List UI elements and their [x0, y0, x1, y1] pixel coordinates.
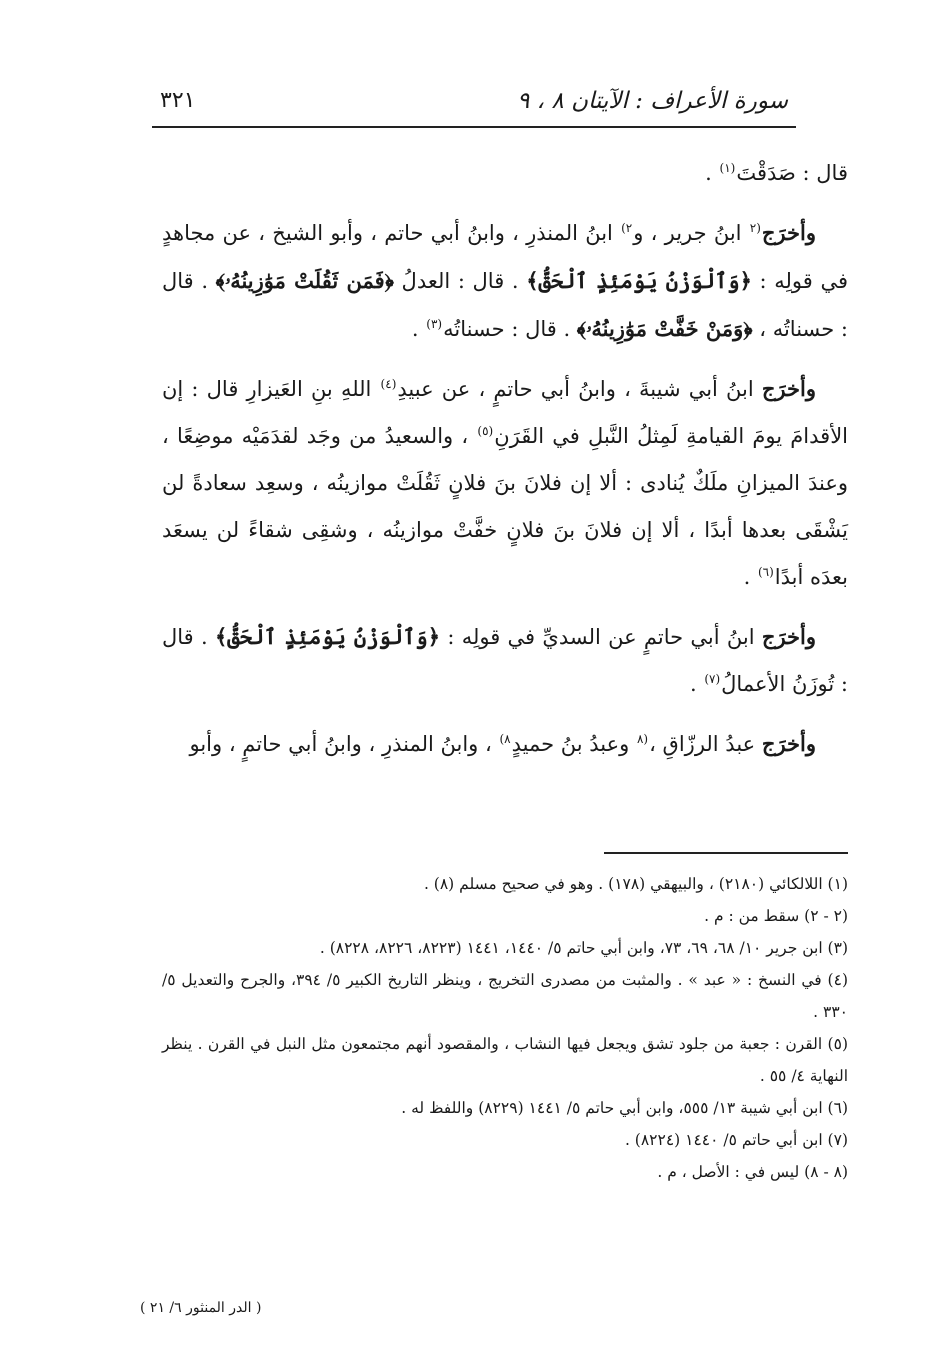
p2-s3: ابنُ المنذرِ ، وابنُ أبي حاتم ، وأبو الشيخ ، عن مجاهدٍ في قولِه : — [162, 221, 848, 293]
p5-s2: عبدُ الرزّاقِ ، — [649, 732, 762, 756]
footnote-6: (٦) ابن أبي شيبة ١٣/ ٥٥٥، وابن أبي حاتم ٥/ ١٤٤١ (٨٢٢٩) واللفظ له . — [401, 1099, 848, 1117]
paragraph-4 — [162, 613, 848, 708]
footnote-7: (٧) ابن أبي حاتم ٥/ ١٤٤٠ (٨٢٢٤) . — [624, 1131, 848, 1149]
p2-end: . — [411, 317, 426, 341]
footnote-1: (١) اللالكائي (٢١٨٠) ، والبيهقي (١٧٨) . وهو في صحيح مسلم (٨) . — [423, 875, 848, 893]
running-title: سورة الأعراف : الآيتان ٨ ، ٩ — [517, 88, 788, 114]
p3-s3: اللهِ بنِ العَيزارِ قال : إن الأقدامَ يومَ القيامةِ لَمِثلُ النَّبلِ في القَرَنِ — [162, 377, 849, 448]
footnote-8: (٨ - ٨) ليس في : الأصل ، م . — [657, 1163, 848, 1181]
p1-end: . — [705, 161, 719, 185]
p4-end: . — [689, 672, 704, 696]
p5-s4: ، وابنُ المنذرِ ، وابنُ أبي حاتمٍ ، وأبو — [189, 732, 499, 756]
p4-keyword: وأخرَج — [761, 624, 816, 649]
footnote-2: (٢ - ٢) سقط من : م . — [704, 907, 848, 925]
page-number: ٣٢١ — [160, 88, 196, 113]
footnote-3: (٣) ابن جرير ١٠/ ٦٨، ٦٩، ٧٣، وابن أبي حاتم ٥/ ١٤٤٠، ١٤٤١ (٨٢٢٣، ٨٢٢٦، ٨٢٢٨) . — [319, 939, 848, 957]
footnote-ref-2a: (٢ — [749, 221, 761, 235]
p3-s4: ، والسعيدُ من وجَد لقدَمَيْه موضِعًا ، وعندَ الميزانِ ملَكٌ يُنادى : ألا إن فلانَ بنَ فلانٍ ثَقُلَتْ موازينُه ، وسعِد سعادةً لن يَشْقَى بعدها أبدًا ، ألا إن فلانَ بنَ فلانٍ خفَّتْ موازينُه ، وشقِى شقاءً لن يسعَد بعدَه أبدًا — [162, 424, 848, 589]
p2-s2: ابنُ جرير ، و — [633, 221, 749, 245]
p4-s2: ابنُ أبي حاتمٍ عن السديِّ في قولِه : — [440, 625, 762, 649]
quran-quote-4: ﴿وَٱلْوَزْنُ يَوْمَئِذٍ ٱلْحَقُّ﴾ — [214, 624, 441, 649]
p3-s2: ابنُ أبي شيبةَ ، وابنُ أبي حاتمٍ ، عن عبيدِ — [397, 377, 762, 401]
p5-s3: وعبدُ بنُ حميدٍ — [511, 732, 636, 756]
main-text — [162, 150, 848, 780]
footnote-5: (٥) القرن : جعبة من جلود تشق ويجعل فيها النشاب ، والمقصود أنهم مجتمعون مثل النبل في القرن . ينظر النهاية ٤/ ٥٥ . — [162, 1035, 848, 1085]
paragraph-1 — [162, 150, 848, 197]
p4-s3: . قال : تُوزَنُ الأعمالُ — [162, 625, 848, 696]
p2-s6: . قال : حسناتُه — [443, 317, 577, 341]
p3-end: . — [743, 565, 757, 589]
footnote-ref-8b: ٨) — [499, 732, 511, 746]
footnote-4: (٤) في النسخ : « عبد » . والمثبت من مصدرى التخريج ، وينظر التاريخ الكبير ٥/ ٣٩٤، والجرح والتعديل ٥/ ٣٣٠ . — [162, 971, 848, 1021]
header-rule — [152, 126, 796, 128]
quran-quote-2: ﴿فَمَن ثَقُلَتْ مَوَٰزِينُهُۥ﴾ — [215, 268, 394, 293]
paragraph-5 — [162, 720, 848, 768]
footnotes — [162, 868, 848, 1188]
p5-keyword: وأخرَج — [761, 731, 816, 756]
footnote-ref-5: (٥) — [477, 424, 494, 438]
footnote-rule — [604, 852, 848, 854]
p2-keyword: وأخرَج — [761, 220, 816, 245]
footnote-ref-7: (٧) — [704, 672, 721, 686]
p3-keyword: وأخرَج — [761, 376, 816, 401]
footnote-ref-2b: ٢) — [621, 221, 633, 235]
p1-text: قال : صَدَقْتَ — [736, 161, 848, 185]
footnote-ref-8a: (٨ — [636, 732, 649, 746]
footnote-ref-6: (٦) — [757, 565, 774, 579]
page-signature: ( الدر المنثور ٦/ ٢١ ) — [140, 1300, 262, 1316]
footnote-ref-4: (٤) — [380, 377, 397, 391]
quran-quote-3: ﴿وَمَنْ خَفَّتْ مَوَٰزِينُهُۥ﴾ — [576, 316, 753, 341]
quran-quote-1: ﴿وَٱلْوَزْنُ يَوْمَئِذٍ ٱلْحَقُّ﴾ — [526, 268, 752, 293]
footnote-ref-3: (٣) — [426, 317, 443, 331]
paragraph-2 — [162, 209, 848, 353]
footnote-ref-1: (١) — [719, 161, 736, 175]
page-header — [160, 84, 788, 118]
p2-s4: . قال : العدلُ — [393, 269, 527, 293]
p2-s5: . قال : حسناتُه ، — [162, 269, 848, 341]
paragraph-3 — [162, 365, 848, 601]
